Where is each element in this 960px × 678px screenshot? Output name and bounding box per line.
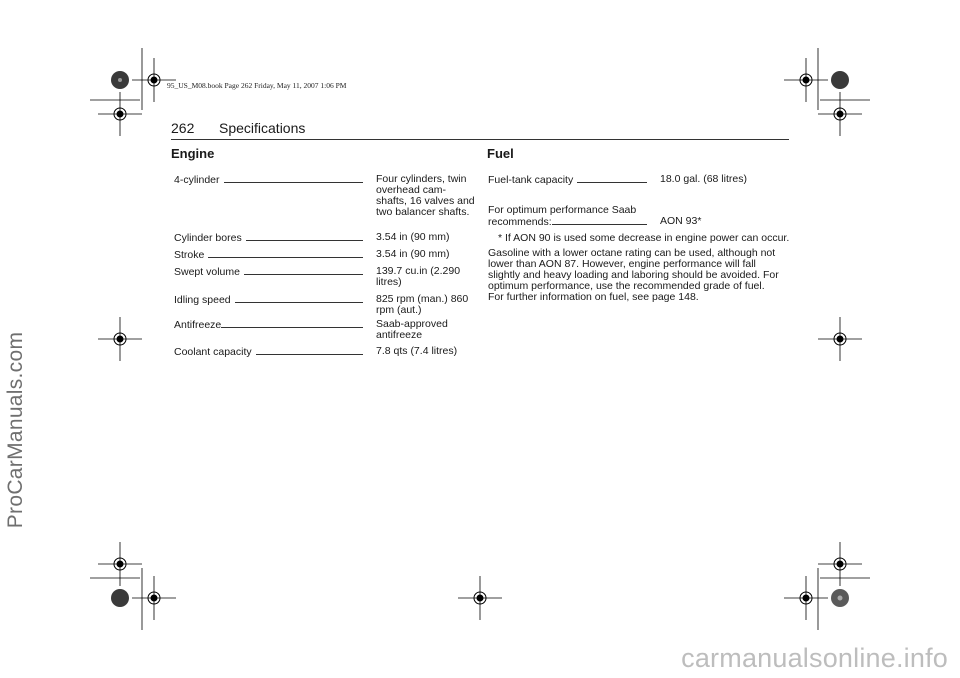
spec-value: Four cylinders, twin overhead cam-shafts, 16 valves and two balancer shafts. [376,173,475,218]
fuel-tank-row [488,174,788,186]
leader-line [221,319,363,328]
spec-label: Antifreeze [174,319,222,331]
spec-value: 825 rpm (man.) 860 rpm (aut.) [376,293,469,316]
crosshair-target-icon [98,58,862,620]
spec-label: 4-cylinder [174,174,220,186]
spec-label: Idling speed [174,294,231,306]
spec-value: Saab-approved antifreeze [376,318,448,341]
fuel-paragraph [488,248,788,303]
fuel-paragraph-text: Gasoline with a lower octane rating can be used, although not lower than AON 87. However, engine performance will fall slightly and heavy loading and laboring should be avoided. For optimum performance, use the recommended grade of fuel. [488,247,779,292]
leader-line [256,346,363,355]
spec-label: Stroke [174,249,205,261]
leader-line [246,232,363,241]
side-watermark: ProCarManuals.com [4,331,27,529]
bottom-watermark: carmanualsonline.info [681,643,948,673]
spec-label: Cylinder bores [174,232,242,244]
fuel-recommend-label-line2: recommends: [488,216,552,228]
fuel-tank-label: Fuel-tank capacity [488,174,574,186]
spec-label: Swept volume [174,266,240,278]
fuel-recommend-value: AON 93* [660,215,702,227]
spec-value: 3.54 in (90 mm) [376,231,450,243]
leader-line [244,266,363,275]
page-title: Specifications [219,120,306,136]
spec-value: 7.8 qts (7.4 litres) [376,345,458,357]
fuel-recommend-row [488,205,788,228]
spec-value: 3.54 in (90 mm) [376,248,450,260]
leader-line [235,294,363,303]
leader-line [552,216,647,225]
engine-section-title: Engine [171,146,215,161]
fuel-footnote: * If AON 90 is used some decrease in engine power can occur. [498,232,790,244]
fuel-section-title: Fuel [487,146,514,161]
book-file-header: 95_US_M08.book Page 262 Friday, May 11, 2007 1:06 PM [167,81,347,90]
leader-line [208,249,363,258]
fuel-recommend-label-line1: For optimum performance Saab [488,204,637,216]
header-divider [171,139,789,140]
spec-label: Coolant capacity [174,346,252,358]
fuel-tank-value: 18.0 gal. (68 litres) [660,173,747,185]
page-number: 262 [171,120,195,136]
leader-line [224,174,363,183]
spec-value: 139.7 cu.in (2.290 litres) [376,265,461,288]
registration-dot-icon [111,71,849,607]
leader-line [577,174,647,183]
fuel-paragraph-reference: For further information on fuel, see page 148. [488,291,699,303]
